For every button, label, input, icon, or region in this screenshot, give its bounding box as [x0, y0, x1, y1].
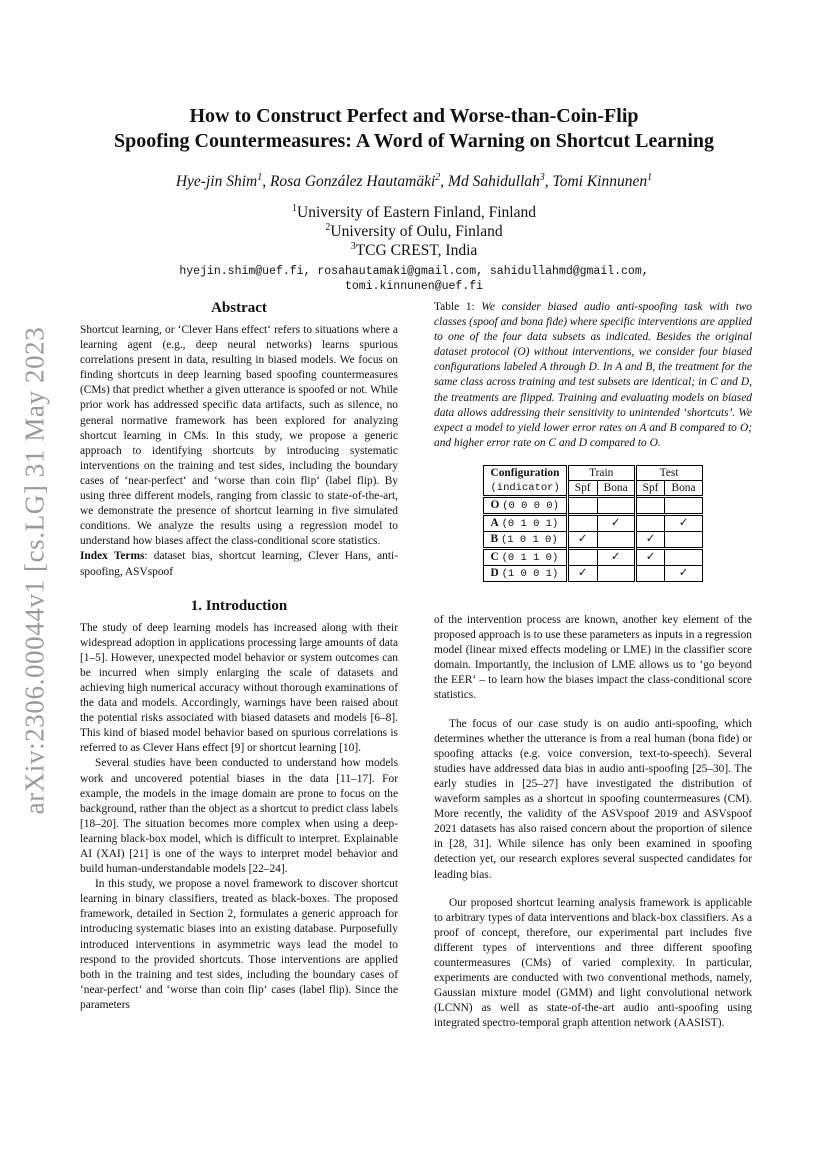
test-bona-cell	[665, 531, 702, 548]
test-spf-cell	[635, 514, 665, 531]
index-terms-label: Index Terms	[80, 550, 145, 563]
affil-mark: 2	[325, 221, 331, 233]
train-bona-cell	[597, 565, 635, 581]
config-label: A	[490, 516, 499, 529]
table-header-row	[484, 465, 702, 480]
table-row	[484, 548, 702, 565]
config-label: D	[490, 566, 499, 579]
intro-paragraph: The study of deep learning models has increased along with their widespread adoption in applications processing large amounts of data [1–5]. However, unexpected model behavior or system outcomes can be incurred when simply enlarging the scale of datasets and achieving high numerical accuracy without thorough examinations of the data and models. Accordingly, warnings have been raised about the potential risks associated with biased datasets and models [6–8]. This kind of biased model behavior based on spurious correlations is referred to as Clever Hans effect [9] or shortcut learning [10].	[80, 621, 398, 755]
config-cell	[484, 548, 567, 565]
author-name: Hye-jin Shim	[175, 173, 258, 190]
header-test: Test	[635, 465, 702, 480]
config-cell	[484, 514, 567, 531]
abstract-heading: Abstract	[211, 300, 267, 316]
paper-title	[90, 104, 738, 154]
train-spf-cell: ✓	[567, 565, 597, 581]
intro-paragraph: Several studies have been conducted to understand how models work and uncovered potential biases in the data [11–17]. For example, the models in the image domain are prone to focus on the background, rather than the object as a shortcut to predict class labels [18–20]. The situation becomes more complex when using a deep-learning black-box model, which is difficult to interpret. Explainable AI (XAI) [21] is one of the ways to interpret model behavior and build human-understandable models [22–24].	[80, 757, 398, 876]
test-spf-cell	[635, 565, 665, 581]
config-cell	[484, 531, 567, 548]
train-bona-cell: ✓	[597, 548, 635, 565]
affiliation-list	[90, 203, 738, 260]
header-train: Train	[567, 465, 635, 480]
config-indicator: (1 0 0 1)	[501, 567, 559, 580]
train-spf-cell	[567, 548, 597, 565]
author-name: Md Sahidullah	[448, 173, 540, 190]
arxiv-sidebar-stamp	[12, 320, 58, 820]
table-row	[484, 514, 702, 531]
test-bona-cell: ✓	[665, 565, 702, 581]
affil-text: TCG CREST, India	[355, 242, 478, 259]
train-spf-cell: ✓	[567, 531, 597, 548]
affil-text: University of Eastern Finland, Finland	[297, 204, 536, 221]
author-list: Hye-jin Shim$^1$, Rosa González Hautamäki$^2$, Md Sahidullah$^3$, Tomi Kinnunen$^1$	[175, 171, 653, 190]
table-caption	[434, 300, 752, 451]
email-list	[90, 264, 738, 294]
config-indicator: (1 0 1 0)	[500, 533, 558, 546]
header-train-bona: Bona	[597, 480, 635, 496]
email-line-1: hyejin.shim@uef.fi, rosahautamaki@gmail.com, sahidullahmd@gmail.com,	[179, 265, 649, 278]
test-bona-cell	[665, 548, 702, 565]
config-label: O	[490, 498, 500, 511]
table-subheader-row	[484, 480, 702, 496]
affil-mark: 3	[350, 240, 356, 252]
affiliation	[90, 241, 738, 260]
header-train-spf: Spf	[567, 480, 597, 496]
author-affil-mark: 1	[257, 171, 263, 183]
test-bona-cell: ✓	[665, 514, 702, 531]
table-row	[484, 565, 702, 581]
config-indicator: (0 0 0 0)	[502, 499, 559, 512]
header-test-spf: Spf	[635, 480, 665, 496]
author-name: Tomi Kinnunen	[552, 173, 648, 190]
title-line-1: How to Construct Perfect and Worse-than-Coin-Flip	[189, 105, 639, 127]
table-row	[484, 531, 702, 548]
index-terms-text: : dataset bias, shortcut learning, Clever Hans, anti-spoofing, ASVspoof	[80, 550, 398, 578]
header-configuration: Configuration	[484, 465, 567, 480]
config-label: C	[490, 550, 499, 563]
config-indicator: (0 1 1 0)	[501, 551, 559, 564]
affil-text: University of Oulu, Finland	[330, 223, 503, 240]
train-bona-cell	[597, 531, 635, 548]
author-affil-mark: 3	[539, 171, 545, 183]
body-paragraph: Our proposed shortcut learning analysis framework is applicable to arbitrary types of data interventions and black-box classifiers. As a proof of concept, therefore, our experimental part includes five different types of interventions and three different spoofing countermeasures (CMs) of varied complexity. In particular, experiments are conducted with two conventional methods, namely, Gaussian mixture model (GMM) and light convolutional network (LCNN) as well as state-of-the-art audio anti-spoofing using integrated spectro-temporal graph attention network (AASIST).	[434, 896, 752, 1030]
train-spf-cell	[567, 514, 597, 531]
test-spf-cell	[635, 496, 665, 514]
test-spf-cell: ✓	[635, 548, 665, 565]
test-bona-cell	[665, 496, 702, 514]
config-label: B	[490, 532, 499, 545]
right-column-body	[434, 613, 752, 1031]
header-test-bona: Bona	[665, 480, 702, 496]
config-cell	[484, 496, 567, 514]
email-line-2: tomi.kinnunen@uef.fi	[344, 280, 484, 293]
config-indicator: (0 1 0 1)	[501, 517, 559, 530]
header-indicator: (indicator)	[484, 480, 567, 496]
affiliation	[90, 203, 738, 222]
left-column	[80, 300, 398, 1013]
author-affil-mark: 1	[647, 171, 653, 183]
train-spf-cell	[567, 496, 597, 514]
arxiv-id: arXiv:2306.00044v1 [cs.LG] 31 May 2023	[19, 326, 50, 814]
config-cell	[484, 565, 567, 581]
table-caption-text: We consider biased audio anti-spoofing task with two classes (spoof and bona fide) where specific interventions are applied to one of the four data subsets as indicated. Besides the original dataset protocol (O) without interventions, we consider four biased configurations labeled A through D. In A and B, the treatment for the same class across training and test subsets are identical; in C and D, the treatments are flipped. Training and evaluating models on biased data allows addressing their sensitivity to unintended ‘shortcuts’. We expect a model to yield lower error rates on A and B compared to O; and higher error rate on C and D compared to O.	[434, 301, 752, 449]
introduction-heading: 1. Introduction	[190, 597, 288, 614]
body-paragraph: The focus of our case study is on audio anti-spoofing, which determines whether the utterance is from a real human (bona fide) or spoofing attacks (e.g. voice conversion, text-to-speech). Several studies have addressed data bias in audio anti-spoofing [25–30]. The early studies in [25–27] have investigated the distribution of waveform samples as a shortcut in spoofing countermeasures (CM). More recently, the validity of the ASVspoof 2019 and ASVspoof 2021 datasets has also raised concern about the proportion of silence in [28, 31]. While silence has only been examined in spoofing detection yet, our research explores several suspected candidates for leading bias.	[434, 717, 752, 881]
affiliation	[90, 222, 738, 241]
train-bona-cell	[597, 496, 635, 514]
abstract-text: Shortcut learning, or ‘Clever Hans effect‘ refers to situations where a learning agent (e.g., deep neural networks) learns spurious correlations present in data, resulting in biased models. We focus on finding shortcuts in deep learning based spoofing countermeasures (CMs) that predict whether a given utterance is spoofed or not. While prior work has addressed specific data artifacts, such as silence, no general normative framework has been explored for analyzing shortcut learning in CMs. In this study, we propose a generic approach to identifying shortcuts by introducing systematic interventions on the training and test sides, including the boundary cases of ‘near-perfect‘ and ‘worse than coin flip‘ (label flip). By using three different models, ranging from classic to state-of-the-art, we demonstrate the presence of shortcut learning in five simulated conditions. We analyze the results using a regression model to understand how biases affect the class-conditional score statistics.	[80, 324, 398, 548]
test-spf-cell: ✓	[635, 531, 665, 548]
body-paragraph: of the intervention process are known, another key element of the proposed approach is to use these parameters as inputs in a regression model (linear mixed effects modeling or LME) in the classifier score domain. Importantly, the inclusion of LME allows us to ‘go beyond the EER‘ – to learn how the biases impact the class-conditional score statistics.	[434, 614, 752, 702]
index-terms	[80, 549, 398, 579]
table-row	[484, 496, 702, 514]
author-affil-mark: 2	[435, 171, 441, 183]
configuration-table	[483, 465, 702, 582]
table-caption-label: Table 1:	[434, 301, 482, 313]
affil-mark: 1	[292, 202, 298, 214]
title-line-2: Spoofing Countermeasures: A Word of Warning on Shortcut Learning	[113, 130, 715, 152]
author-name: Rosa González Hautamäki	[269, 173, 436, 190]
train-bona-cell: ✓	[597, 514, 635, 531]
right-column-top	[434, 300, 752, 582]
intro-paragraph: In this study, we propose a novel framework to discover shortcut learning in binary classifiers, treated as black-boxes. The proposed framework, detailed in Section 2, formulates a generic approach for introducing systematic biases into an existing database. Purposefully introduced interventions in asymmetric ways lead the model to respond to the provided shortcuts. Those interventions are applied both in the training and test sides, including the boundary cases of ‘near-perfect‘ and ‘worse than coin flip‘ cases (label flip). Since the parameters	[80, 878, 398, 1011]
